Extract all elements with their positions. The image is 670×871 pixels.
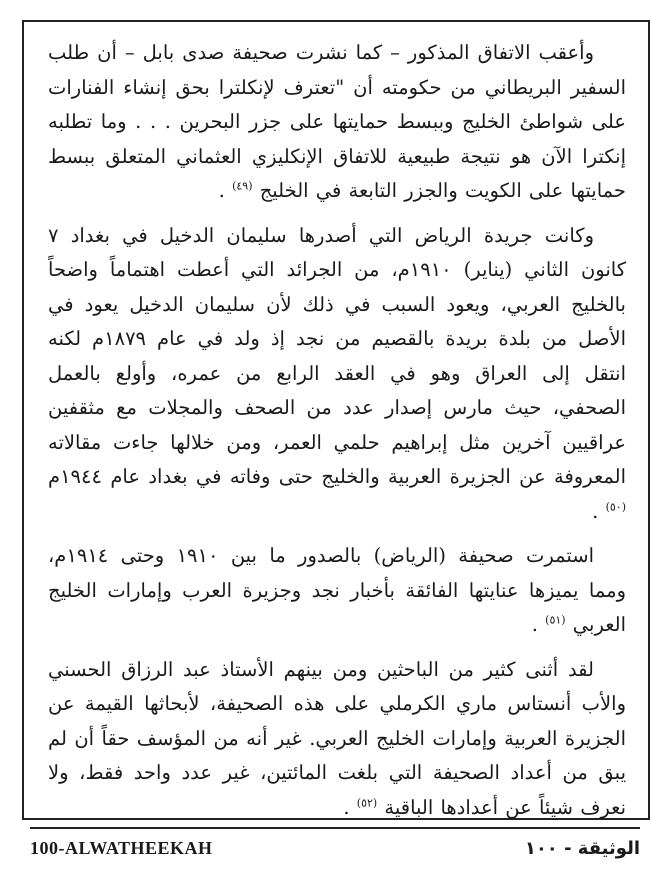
- footer-page-label-arabic: الوثيقة - ١٠٠: [524, 837, 640, 859]
- footnote-ref-51: (٥١): [545, 613, 566, 627]
- paragraph-1-text: وأعقب الاتفاق المذكور – كما نشرت صحيفة صدى بابل – أن طلب السفير البريطاني من حكومته أن "تعترف لإنكلترا بحق إنشاء الفنارات على شواطئ الخليج وببسط حمايتها على جزر البحرين . . . وما تطلبه إنكترا الآن هو نتيجة طبيعية للاتفاق الإنكليزي العثماني المتعلق ببسط حمايتها على الكويت والجزر التابعة في الخليج: [48, 41, 626, 202]
- footnote-ref-50: (٥٠): [605, 500, 626, 513]
- paragraph-3-text: استمرت صحيفة (الرياض) بالصدور ما بين ١٩١٠ وحتى ١٩١٤م، ومما يميزها عنايتها الفائقة بأخبار نجد وجزيرة العرب وإمارات الخليج العربي: [48, 544, 626, 636]
- paragraph-1: [48, 36, 626, 209]
- page-footer: [30, 827, 640, 863]
- paragraph-1-end: .: [218, 179, 225, 202]
- paragraph-3-end: .: [531, 613, 538, 636]
- paragraph-2-text: وكانت جريدة الرياض التي أصدرها سليمان الدخيل في بغداد ٧ كانون الثاني (يناير) ١٩١٠م، من الجرائد التي أعطت اهتماماً واضحاً بالخليج العربي، ويعود السبب في ذلك لأن سليمان الدخيل يعود في الأصل من بلدة بريدة بالقصيم من نجد إذ ولد في عام ١٨٧٩م لكنه انتقل إلى العراق وهو في العقد الرابع من عمره، وأولع بالعمل الصحفي، حيث مارس إصدار عدد من الصحف والمجلات مع مثقفين عراقيين آخرين مثل إبراهيم حلمي العمر، ومن خلالها جاءت مقالاته المعروفة عن الجزيرة العربية والخليج حتى وفاته في بغداد عام ١٩٤٤م: [48, 223, 626, 488]
- paragraph-4-end: .: [343, 795, 350, 819]
- paragraph-2: [48, 219, 626, 530]
- footnote-ref-49: (٤٩): [232, 179, 253, 193]
- footnote-ref-52: (٥٢): [356, 796, 378, 809]
- footer-page-label-latin: 100-ALWATHEEKAH: [30, 837, 213, 858]
- paragraph-3: [48, 539, 626, 643]
- paragraph-4-text: لقد أثنى كثير من الباحثين ومن بينهم الأستاذ عبد الرزاق الحسني والأب أنستاس ماري الكرملي على هذه الصحيفة، لأبحاثها القيمة عن الجزيرة العربية وإمارات الخليج العربي. غير أنه من المؤسف حقاً أن لم يبق من أعداد الصحيفة التي بلغت المائتين، غير عدد واحد فقط، ولا نعرف شيئاً عن أعدادها الباقية: [48, 657, 626, 819]
- paragraph-2-end: .: [592, 499, 599, 523]
- text-frame: [22, 20, 650, 820]
- paragraph-4: [48, 653, 626, 826]
